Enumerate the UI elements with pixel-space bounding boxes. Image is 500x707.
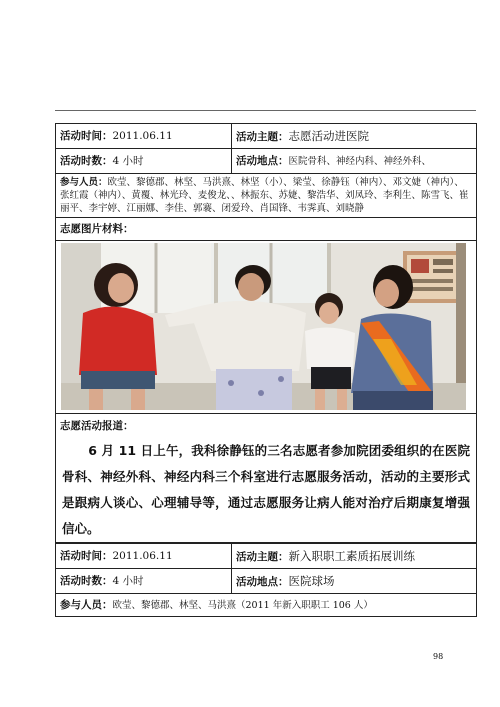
cell-time: [56, 124, 232, 149]
place-label-2: 活动地点：: [236, 575, 289, 588]
people-value-2: 欧莹、黎德郡、林坚、马洪熹（2011 年新入职职工 106 人）: [112, 599, 373, 611]
topic-label-2: 活动主题：: [236, 550, 289, 563]
cell2-duration: [56, 569, 232, 594]
row2-time-topic: [56, 544, 477, 569]
cell-place: [232, 149, 477, 174]
cell2-time: [56, 544, 232, 569]
duration-label: 活动时数：: [60, 155, 113, 167]
topic-label: 活动主题：: [236, 130, 289, 143]
people-value: 欧莹、黎德郡、林坚、马洪熹、林坚（小）、梁莹、徐静钰（神内）、邓文婕（神内）、张红霞（神内）、黄覆、林光玲、麦俊龙、、林振东、苏婕、黎浩华、刘凤玲、李利生、陈雪飞、崔丽平、李宇婷、江丽娜、李佳、郭褰、闭爱玲、肖国锋、韦霁真、刘晓静: [60, 177, 469, 214]
duration-value: 4 小时: [112, 155, 144, 167]
cell-topic: [232, 124, 477, 149]
people-label-2: 参与人员：: [60, 598, 113, 611]
row-duration-place: [56, 149, 477, 174]
activity-table-1: [55, 123, 477, 543]
photos-label: 志愿图片材料：: [60, 223, 134, 235]
row2-people: [56, 594, 477, 617]
cell-duration: [56, 149, 232, 174]
row-photo: [56, 241, 477, 414]
topic-value: 志愿活动进医院: [288, 128, 369, 143]
topic-value-2: 新入职职工素质拓展训练: [288, 548, 415, 563]
duration-label-2: 活动时数：: [60, 575, 113, 587]
row-time-topic: [56, 124, 477, 149]
cell2-people: [56, 594, 477, 617]
volunteer-photo: [61, 243, 466, 410]
cell-report-body: [56, 438, 477, 543]
people-label: 参与人员：: [60, 177, 108, 188]
cell2-place: [232, 569, 477, 594]
time-value: 2011.06.11: [112, 130, 173, 142]
header-rule: [55, 110, 476, 111]
cell-report-heading: [56, 414, 477, 439]
place-value-2: 医院球场: [288, 573, 335, 588]
duration-value-2: 4 小时: [112, 575, 144, 587]
cell-people: [56, 174, 477, 218]
time-value-2: 2011.06.11: [112, 550, 173, 562]
page-number: 98: [433, 652, 444, 661]
row-report-heading: [56, 414, 477, 439]
report-text: 6 月 11 日上午，我科徐静钰的三名志愿者参加院团委组织的在医院骨科、神经外科、神经内科三个科室进行志愿服务活动，活动的主要形式是跟病人谈心、心理辅导等，通过志愿服务让病人能对治疗后期康复增强信心。: [62, 443, 470, 536]
time-label-2: 活动时间：: [60, 550, 113, 562]
place-value: 医院骨科、神经内科、神经外科、: [288, 155, 432, 167]
cell2-topic: [232, 544, 477, 569]
time-label: 活动时间：: [60, 130, 113, 142]
row-people: [56, 174, 477, 218]
activity-record-sheet: [55, 123, 476, 627]
cell-photos-heading: [56, 218, 477, 241]
activity-table-2: [55, 543, 477, 617]
row-report-body: [56, 438, 477, 543]
report-label: 志愿活动报道：: [60, 420, 134, 432]
row2-duration-place: [56, 569, 477, 594]
row-photos-heading: [56, 218, 477, 241]
cell-photo: [56, 241, 477, 414]
place-label: 活动地点：: [236, 154, 289, 167]
